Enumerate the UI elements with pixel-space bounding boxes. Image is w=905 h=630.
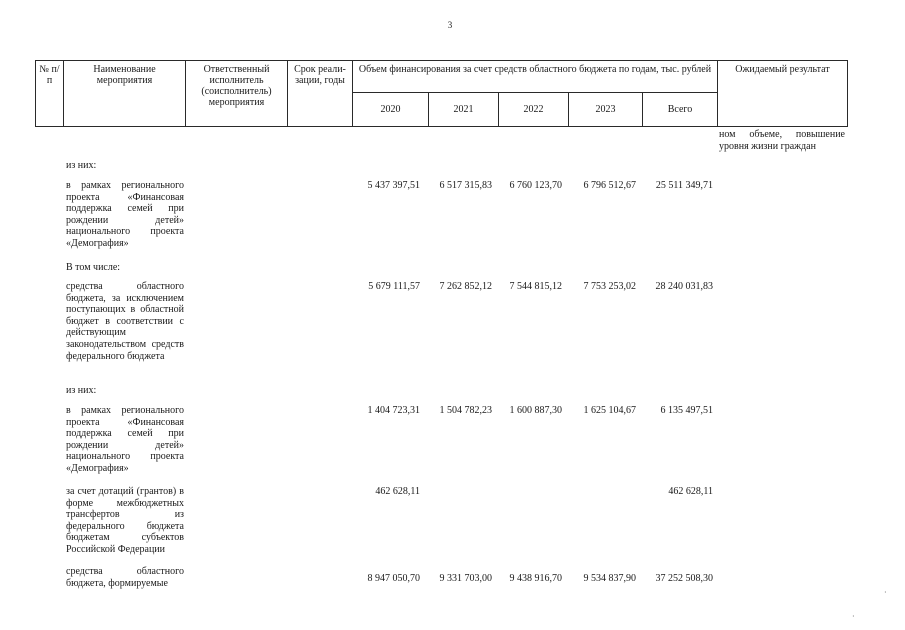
table-header (35, 60, 848, 127)
header-term: Срок реали-зации, годы (288, 61, 353, 127)
header-year-2022: 2022 (499, 92, 569, 126)
header-financing: Объем финансирования за счет средств областного бюджета по годам, тыс. рублей (353, 61, 718, 93)
value-2020: 1 404 723,31 (367, 405, 420, 416)
header-executor: Ответственный исполнитель (соисполнитель) мероприятия (186, 61, 288, 127)
value-total: 462 628,11 (668, 486, 713, 497)
value-total: 37 252 508,30 (655, 573, 713, 584)
value-2022: 7 544 815,12 (509, 281, 562, 292)
row-label: из них: (66, 160, 97, 171)
row-label: в рамках регионального проекта «Финансовая поддержка семей при рождении детей» национального проекта «Демография» (66, 180, 184, 249)
header-year-2021: 2021 (429, 92, 499, 126)
value-total: 28 240 031,83 (655, 281, 713, 292)
value-2023: 7 753 253,02 (583, 281, 636, 292)
value-2021: 1 504 782,23 (439, 405, 492, 416)
scan-speck: · (884, 588, 887, 597)
value-2022: 6 760 123,70 (509, 180, 562, 191)
value-2022: 9 438 916,70 (509, 573, 562, 584)
value-total: 25 511 349,71 (655, 180, 713, 191)
page-number: 3 (447, 20, 453, 30)
row-label: В том числе: (66, 262, 121, 273)
value-2021: 7 262 852,12 (439, 281, 492, 292)
header-result: Ожидаемый результат (718, 61, 848, 127)
header-year-2020: 2020 (353, 92, 429, 126)
header-name: Наименование мероприятия (64, 61, 186, 127)
header-num: № п/п (36, 61, 64, 127)
header-total: Всего (643, 92, 718, 126)
value-2020: 8 947 050,70 (367, 573, 420, 584)
row-label: за счет дотаций (грантов) в форме межбюджетных трансфертов из федерального бюджета бюджетам субъектов Российской Федерации (66, 486, 184, 555)
value-2021: 6 517 315,83 (439, 180, 492, 191)
row-label: из них: (66, 385, 97, 396)
value-2022: 1 600 887,30 (509, 405, 562, 416)
value-2021: 9 331 703,00 (439, 573, 492, 584)
value-2020: 5 437 397,51 (367, 180, 420, 191)
value-total: 6 135 497,51 (660, 405, 713, 416)
value-2020: 5 679 111,57 (368, 281, 420, 292)
value-2020: 462 628,11 (375, 486, 420, 497)
value-2023: 1 625 104,67 (583, 405, 636, 416)
header-year-2023: 2023 (569, 92, 643, 126)
result-continuation: ном объеме, повышение уровня жизни граждан (719, 129, 845, 152)
value-2023: 9 534 837,90 (583, 573, 636, 584)
scan-speck: · (852, 612, 855, 621)
row-label: в рамках регионального проекта «Финансовая поддержка семей при рождении детей» национального проекта «Демография» (66, 405, 184, 474)
row-label: средства областного бюджета, формируемые (66, 566, 184, 589)
row-label: средства областного бюджета, за исключением поступающих в областной бюджет в соответствии с действующим законодательством средств федерального бюджета (66, 281, 184, 362)
value-2023: 6 796 512,67 (583, 180, 636, 191)
